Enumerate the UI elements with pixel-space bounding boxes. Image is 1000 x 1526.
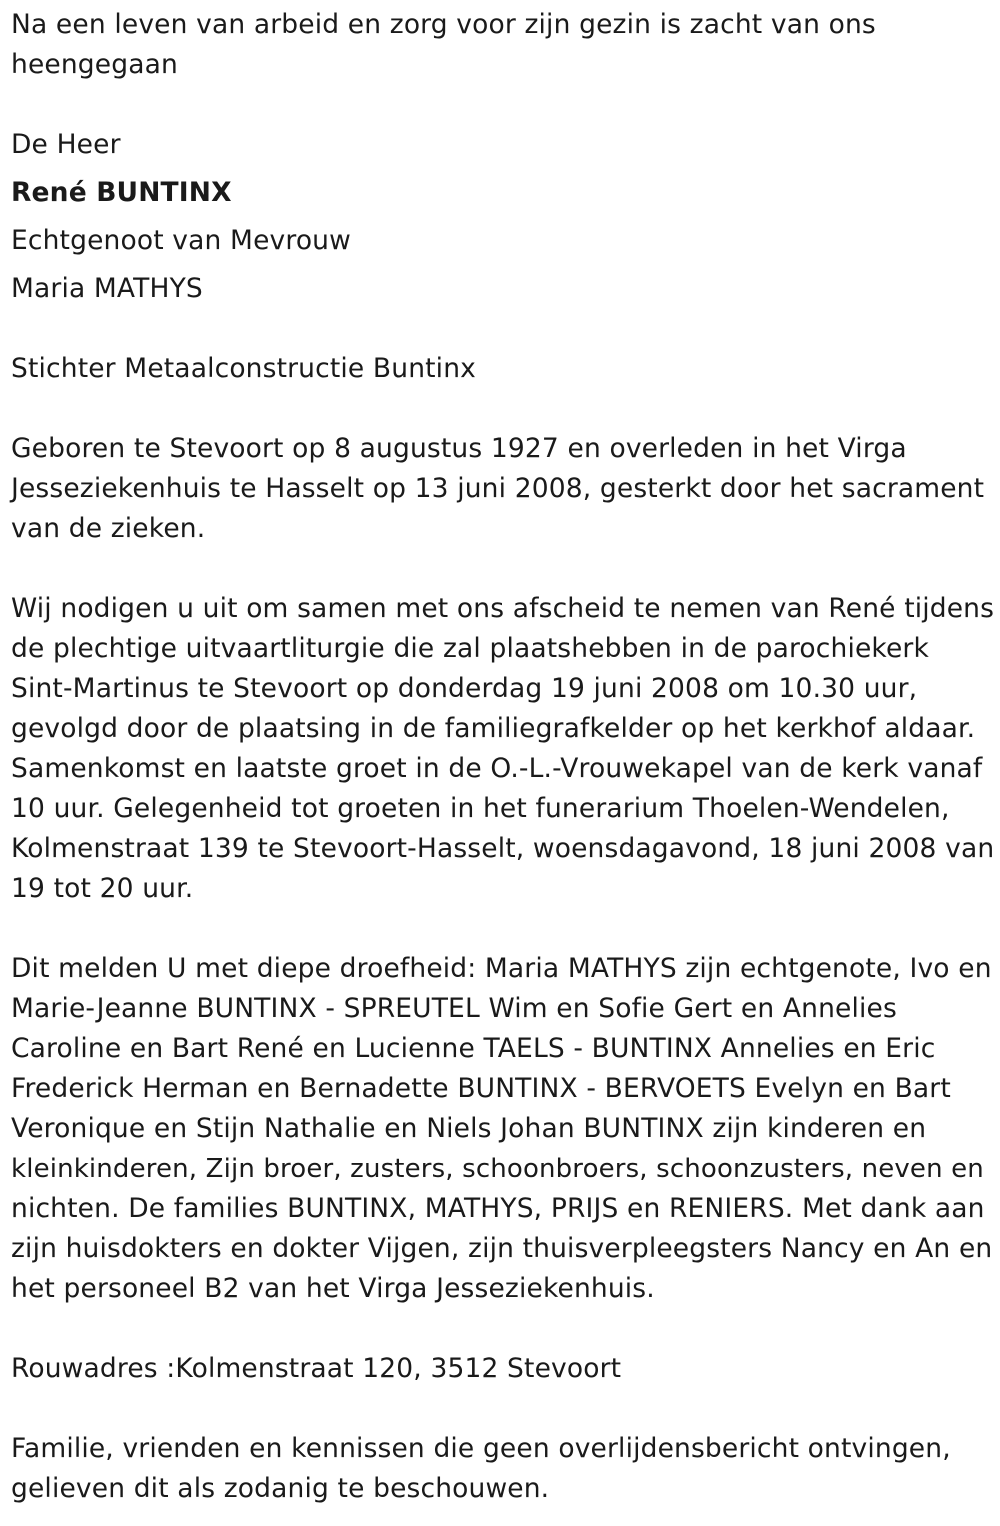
- funeral-line: Samenkomst en laatste groet in de O.-L.-Vrouwekapel van de kerk vanaf: [11, 753, 983, 784]
- spouse-name: Maria MATHYS: [11, 273, 203, 304]
- family-line: Dit melden U met diepe droefheid: Maria MATHYS zijn echtgenote, Ivo en: [11, 953, 992, 984]
- family-line: Frederick Herman en Bernadette BUNTINX - BERVOETS Evelyn en Bart: [11, 1073, 951, 1104]
- birth-death-line: Jesseziekenhuis te Hasselt op 13 juni 2008, gesterkt door het sacrament: [11, 473, 985, 504]
- family-line: het personeel B2 van het Virga Jesseziekenhuis.: [11, 1273, 655, 1304]
- family-line: zijn huisdokters en dokter Vijgen, zijn thuisverpleegsters Nancy en An en: [11, 1233, 993, 1264]
- birth-death-line: Geboren te Stevoort op 8 augustus 1927 en overleden in het Virga: [11, 433, 907, 464]
- funeral-line: Kolmenstraat 139 te Stevoort-Hasselt, woensdagavond, 18 juni 2008 van: [11, 833, 995, 864]
- family-line: Marie-Jeanne BUNTINX - SPREUTEL Wim en Sofie Gert en Annelies: [11, 993, 897, 1024]
- funeral-line: gevolgd door de plaatsing in de familiegrafkelder op het kerkhof aldaar.: [11, 713, 976, 744]
- family-line: nichten. De families BUNTINX, MATHYS, PRIJS en RENIERS. Met dank aan: [11, 1193, 985, 1224]
- intro-line: heengegaan: [11, 49, 178, 80]
- family-line: kleinkinderen, Zijn broer, zusters, schoonbroers, schoonzusters, neven en: [11, 1154, 984, 1184]
- mourning-address: Rouwadres :Kolmenstraat 120, 3512 Stevoort: [11, 1353, 622, 1384]
- funeral-line: 10 uur. Gelegenheid tot groeten in het funerarium Thoelen-Wendelen,: [11, 793, 950, 824]
- closing-line: gelieven dit als zodanig te beschouwen.: [11, 1473, 550, 1504]
- funeral-line: Sint-Martinus te Stevoort op donderdag 19 juni 2008 om 10.30 uur,: [11, 673, 918, 704]
- funeral-line: 19 tot 20 uur.: [11, 873, 194, 904]
- deceased-name: René BUNTINX: [11, 177, 232, 208]
- family-line: Veronique en Stijn Nathalie en Niels Johan BUNTINX zijn kinderen en: [11, 1113, 927, 1144]
- occupation: Stichter Metaalconstructie Buntinx: [11, 353, 476, 384]
- funeral-line: de plechtige uitvaartliturgie die zal plaatshebben in de parochiekerk: [11, 633, 929, 664]
- spouse-label: Echtgenoot van Mevrouw: [11, 225, 351, 256]
- intro-line: Na een leven van arbeid en zorg voor zijn gezin is zacht van ons: [11, 9, 876, 40]
- closing-line: Familie, vrienden en kennissen die geen overlijdensbericht ontvingen,: [11, 1433, 951, 1464]
- birth-death-line: van de zieken.: [11, 513, 206, 544]
- funeral-line: Wij nodigen u uit om samen met ons afscheid te nemen van René tijdens: [11, 593, 995, 624]
- family-line: Caroline en Bart René en Lucienne TAELS - BUNTINX Annelies en Eric: [11, 1033, 936, 1064]
- honorific: De Heer: [11, 129, 121, 160]
